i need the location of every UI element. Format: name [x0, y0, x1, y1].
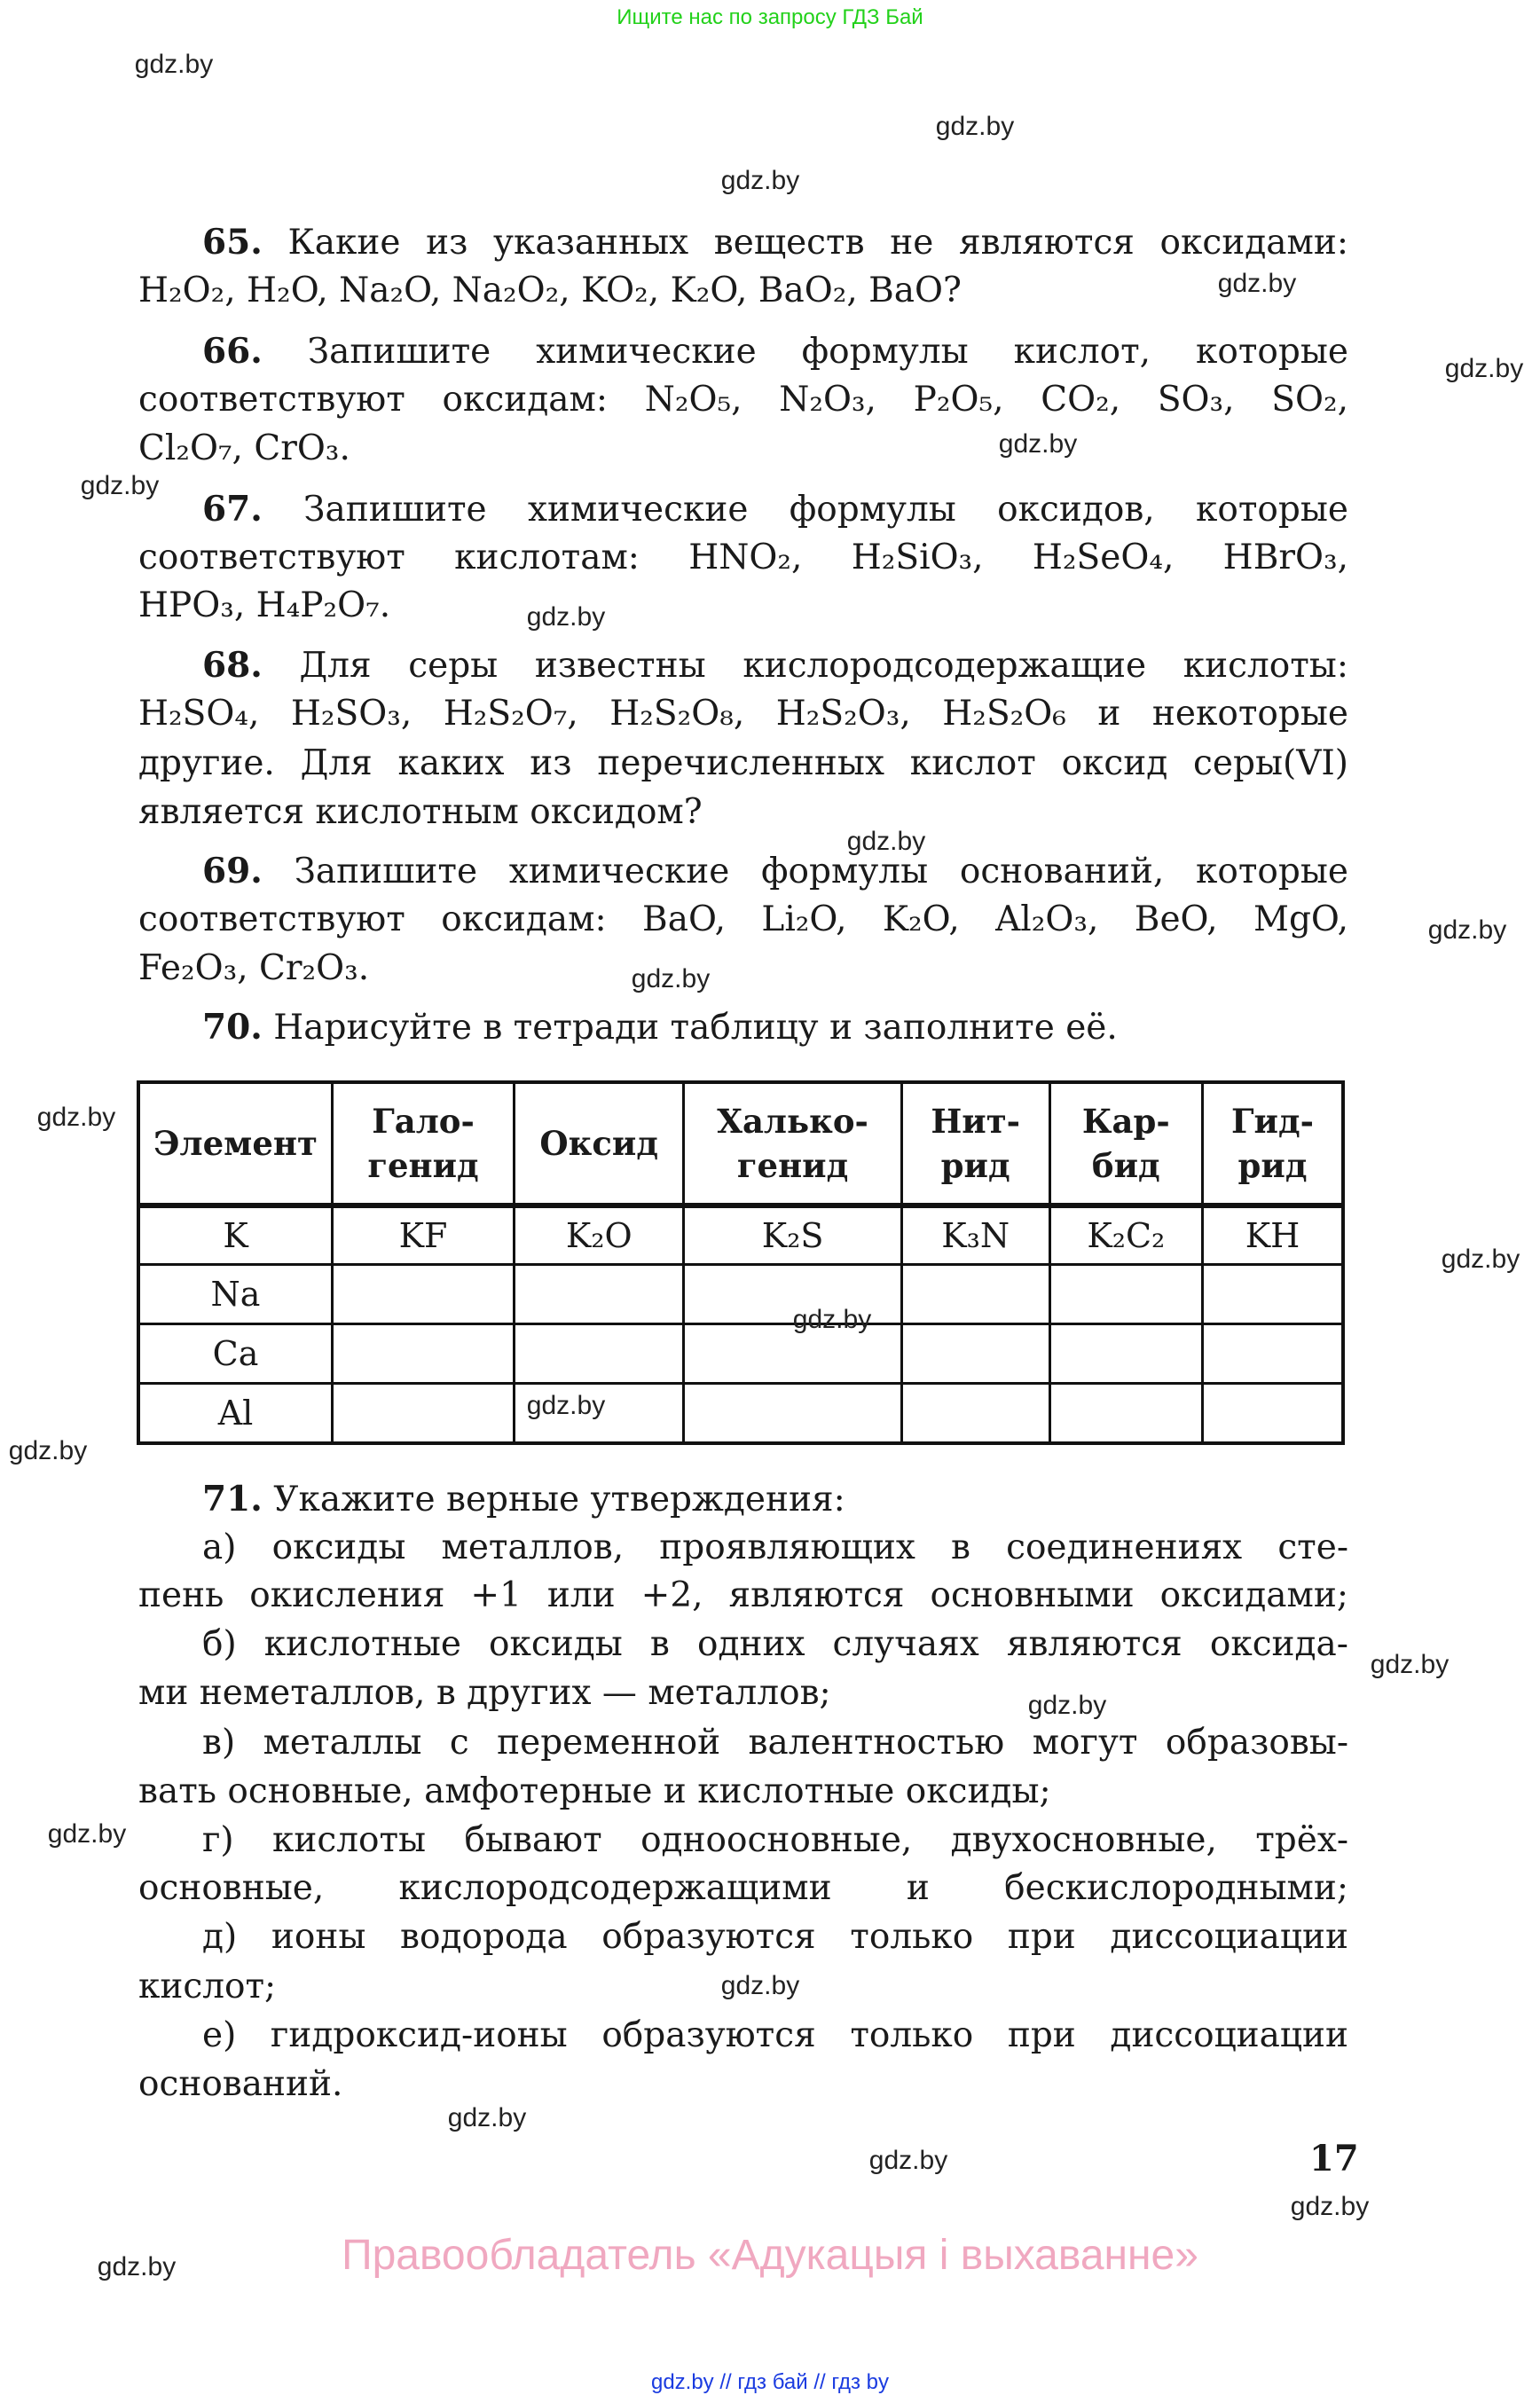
- text-line: [138, 2060, 1348, 2109]
- text-line: [138, 1864, 1348, 1913]
- text-line: [202, 1912, 1348, 1962]
- compound-cell: KH: [1203, 1205, 1344, 1265]
- exercise-number: 67.: [202, 489, 263, 530]
- element-cell: Al: [138, 1384, 333, 1444]
- watermark-text: gdz.by: [97, 2252, 177, 2281]
- line-text: другие. Для каких из перечисленных кислот оксид серы(VI): [138, 743, 1348, 783]
- text-line: [138, 788, 1348, 837]
- text-line: [202, 1523, 1348, 1573]
- element-cell: Na: [138, 1265, 333, 1324]
- exercise-number: 68.: [202, 645, 263, 686]
- compound-cell: [901, 1324, 1049, 1384]
- compound-cell: [684, 1384, 901, 1444]
- page-number: 17: [1309, 2138, 1359, 2179]
- exercise-number: 70.: [202, 1007, 263, 1048]
- column-header: Халько- генид: [684, 1082, 901, 1205]
- line-text: Запишите химические формулы кислот, которые: [262, 332, 1348, 372]
- text-line: [138, 424, 1348, 474]
- watermark-text: gdz.by: [1427, 915, 1507, 945]
- table-row: [138, 1205, 1343, 1265]
- line-text: соответствуют оксидам: BaO, Li₂O, K₂O, Al₂O₃, BeO, MgO,: [138, 899, 1348, 939]
- text-line: [138, 944, 1348, 993]
- line-text: основные, кислородсодержащими и бескислородными;: [138, 1868, 1348, 1908]
- compound-cell: K₃N: [901, 1205, 1049, 1265]
- watermark-text: gdz.by: [1444, 354, 1524, 383]
- text-line: [202, 484, 1348, 534]
- line-text: б) кислотные оксиды в одних случаях являются оксида-: [202, 1624, 1348, 1664]
- table-row: [138, 1324, 1343, 1384]
- text-line: [138, 739, 1348, 789]
- line-text: вать основные, амфотерные и кислотные оксиды;: [138, 1771, 1051, 1811]
- watermark-text: gdz.by: [998, 429, 1078, 459]
- text-line: [138, 581, 1348, 631]
- column-header: Оксид: [515, 1082, 684, 1205]
- text-line: [202, 1474, 1348, 1524]
- compound-cell: [515, 1265, 684, 1324]
- watermark-text: gdz.by: [935, 112, 1015, 141]
- watermark-text: gdz.by: [1290, 2192, 1370, 2221]
- text-line: [138, 533, 1348, 583]
- compound-cell: [1203, 1384, 1344, 1444]
- column-header: Нит- рид: [901, 1082, 1049, 1205]
- line-text: Запишите химические формулы оксидов, которые: [262, 490, 1348, 530]
- column-header: Элемент: [138, 1082, 333, 1205]
- line-text: Нарисуйте в тетради таблицу и заполните её.: [262, 1008, 1118, 1048]
- watermark-text: gdz.by: [134, 50, 214, 79]
- watermark-text: gdz.by: [526, 1391, 606, 1420]
- text-line: [202, 846, 1348, 896]
- column-header: Гид- рид: [1203, 1082, 1344, 1205]
- line-text: H₂SO₄, H₂SO₃, H₂S₂O₇, H₂S₂O₈, H₂S₂O₃, H₂S₂O₆ и некоторые: [138, 694, 1348, 734]
- watermark-text: gdz.by: [8, 1436, 88, 1465]
- watermark-text: gdz.by: [47, 1819, 127, 1849]
- watermark-text: gdz.by: [720, 166, 800, 195]
- line-text: г) кислоты бывают одноосновные, двухосновные, трёх-: [202, 1820, 1348, 1860]
- compound-cell: KF: [333, 1205, 515, 1265]
- exercise-number: 65.: [202, 222, 263, 263]
- text-line: [138, 1767, 1348, 1817]
- line-text: а) оксиды металлов, проявляющих в соединениях сте-: [202, 1527, 1348, 1567]
- compound-cell: K₂O: [515, 1205, 684, 1265]
- watermark-text: gdz.by: [1027, 1691, 1107, 1720]
- watermark-text: gdz.by: [526, 602, 606, 632]
- column-header: Гало- генид: [333, 1082, 515, 1205]
- table-row: [138, 1384, 1343, 1444]
- compound-cell: [1049, 1384, 1202, 1444]
- compound-cell: K₂S: [684, 1205, 901, 1265]
- text-line: [202, 2011, 1348, 2061]
- text-line: [138, 895, 1348, 945]
- watermark-text: gdz.by: [1217, 269, 1297, 298]
- compound-cell: [1049, 1265, 1202, 1324]
- compound-cell: [901, 1384, 1049, 1444]
- element-cell: K: [138, 1205, 333, 1265]
- text-line: [202, 1002, 1348, 1052]
- text-line: [202, 640, 1348, 690]
- watermark-text: gdz.by: [720, 1971, 800, 2000]
- line-text: оснований.: [138, 2064, 343, 2104]
- watermark-text: gdz.by: [1441, 1245, 1520, 1274]
- element-cell: Ca: [138, 1324, 333, 1384]
- line-text: является кислотным оксидом?: [138, 792, 703, 832]
- text-line: [138, 1571, 1348, 1621]
- text-line: [138, 266, 1348, 316]
- text-line: [202, 217, 1348, 267]
- exercise-number: 69.: [202, 851, 263, 891]
- line-text: Fe₂O₃, Cr₂O₃.: [138, 948, 370, 988]
- text-line: [138, 1669, 1348, 1718]
- exercise-number: 71.: [202, 1479, 263, 1520]
- table-row: [138, 1265, 1343, 1324]
- line-text: ми неметаллов, в других — металлов;: [138, 1673, 831, 1713]
- column-header: Кар- бид: [1049, 1082, 1202, 1205]
- line-text: в) металлы с переменной валентностью могут образовы-: [202, 1723, 1348, 1763]
- search-hint-banner: Ищите нас по запросу ГДЗ Бай: [617, 5, 923, 29]
- text-line: [138, 375, 1348, 425]
- compound-cell: [901, 1265, 1049, 1324]
- watermark-text: gdz.by: [631, 964, 711, 993]
- compound-cell: [1203, 1324, 1344, 1384]
- line-text: Какие из указанных веществ не являются оксидами:: [262, 223, 1348, 263]
- line-text: Для серы известны кислородсодержащие кислоты:: [262, 646, 1348, 686]
- line-text: H₂O₂, H₂O, Na₂O, Na₂O₂, KO₂, K₂O, BaO₂, BaO?: [138, 271, 962, 310]
- line-text: Cl₂O₇, CrO₃.: [138, 428, 350, 468]
- line-text: кислот;: [138, 1967, 277, 2006]
- line-text: д) ионы водорода образуются только при диссоциации: [202, 1917, 1348, 1957]
- compound-cell: [333, 1384, 515, 1444]
- line-text: Запишите химические формулы оснований, которые: [262, 852, 1348, 891]
- compound-cell: [1049, 1324, 1202, 1384]
- elements-table: [137, 1080, 1345, 1445]
- line-text: пень окисления +1 или +2, являются основными оксидами;: [138, 1575, 1348, 1615]
- watermark-text: gdz.by: [846, 827, 926, 856]
- line-text: Укажите верные утверждения:: [262, 1480, 845, 1520]
- watermark-text: gdz.by: [792, 1305, 872, 1334]
- footer-links[interactable]: gdz.by // гдз бай // гдз by: [650, 2370, 890, 2394]
- watermark-text: gdz.by: [80, 471, 160, 500]
- watermark-text: gdz.by: [1370, 1650, 1450, 1679]
- line-text: соответствуют кислотам: HNO₂, H₂SiO₃, H₂SeO₄, HBrO₃,: [138, 538, 1348, 577]
- compound-cell: [1203, 1265, 1344, 1324]
- exercise-number: 66.: [202, 331, 263, 372]
- line-text: соответствуют оксидам: N₂O₅, N₂O₃, P₂O₅, CO₂, SO₃, SO₂,: [138, 380, 1348, 420]
- text-line: [202, 1718, 1348, 1768]
- rights-holder-notice: Правообладатель «Адукацыя і выхаванне»: [342, 2232, 1198, 2279]
- compound-cell: K₂C₂: [1049, 1205, 1202, 1265]
- compound-cell: [333, 1265, 515, 1324]
- text-line: [202, 326, 1348, 376]
- text-line: [202, 1620, 1348, 1669]
- watermark-text: gdz.by: [36, 1103, 116, 1132]
- compound-cell: [333, 1324, 515, 1384]
- text-line: [138, 689, 1348, 739]
- compound-cell: [515, 1324, 684, 1384]
- watermark-text: gdz.by: [868, 2146, 948, 2175]
- line-text: е) гидроксид-ионы образуются только при диссоциации: [202, 2015, 1348, 2055]
- line-text: HPO₃, H₄P₂O₇.: [138, 585, 391, 625]
- watermark-text: gdz.by: [447, 2103, 527, 2132]
- text-line: [202, 1816, 1348, 1865]
